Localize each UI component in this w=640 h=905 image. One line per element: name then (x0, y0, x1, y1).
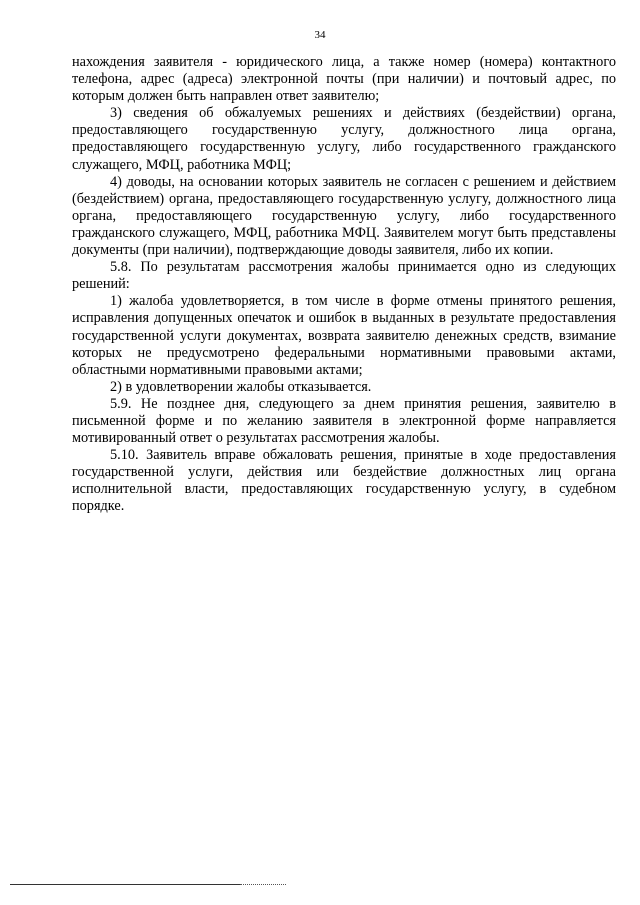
paragraph-decision-2: 2) в удовлетворении жалобы отказывается. (110, 378, 372, 395)
paragraph-contact-info: нахождения заявителя - юридического лица, а также номер (номера) контактного телефона, адрес (адреса) электронной почты (при наличии) и почтовый адрес, по которым должен быть направлен ответ заявителю; (72, 54, 616, 105)
page-number: 34 (314, 29, 326, 41)
document-body (72, 54, 616, 516)
footer-rule (10, 884, 240, 885)
paragraph-5-8: 5.8. По результатам рассмотрения жалобы принимается одно из следующих решений: (72, 259, 616, 293)
footer-rule-dotted (240, 884, 286, 885)
paragraph-decision-1: 1) жалоба удовлетворяется, в том числе в форме отмены принятого решения, исправления допущенных опечаток и ошибок в выданных в результате предоставления государственной услуги документах, возврата заявителю денежных средств, взимание которых не предусмотрено федеральными нормативными правовыми актами, областными нормативными правовыми актами; (72, 293, 616, 378)
paragraph-item-3: 3) сведения об обжалуемых решениях и действиях (бездействии) органа, предоставляющего государственную услугу, должностного лица органа, предоставляющего государственную услугу, либо государственного гражданского служащего, МФЦ, работника МФЦ; (72, 105, 616, 173)
paragraph-5-9: 5.9. Не позднее дня, следующего за днем принятия решения, заявителю в письменной форме и по желанию заявителя в электронной форме направляется мотивированный ответ о результатах рассмотрения жалобы. (72, 395, 616, 447)
paragraph-5-10: 5.10. Заявитель вправе обжаловать решения, принятые в ходе предоставления государственной услуги, действия или бездействие должностных лиц органа исполнительной власти, предоставляющих государственную услугу, в судебном порядке. (72, 447, 616, 515)
paragraph-item-4: 4) доводы, на основании которых заявитель не согласен с решением и действием (бездействием) органа, предоставляющего государственную услугу, должностного лица органа, предоставляющего государственную услугу, либо государственного гражданского служащего, МФЦ, работника МФЦ. Заявителем могут быть представлены документы (при наличии), подтверждающие доводы заявителя, либо их копии. (72, 173, 616, 259)
